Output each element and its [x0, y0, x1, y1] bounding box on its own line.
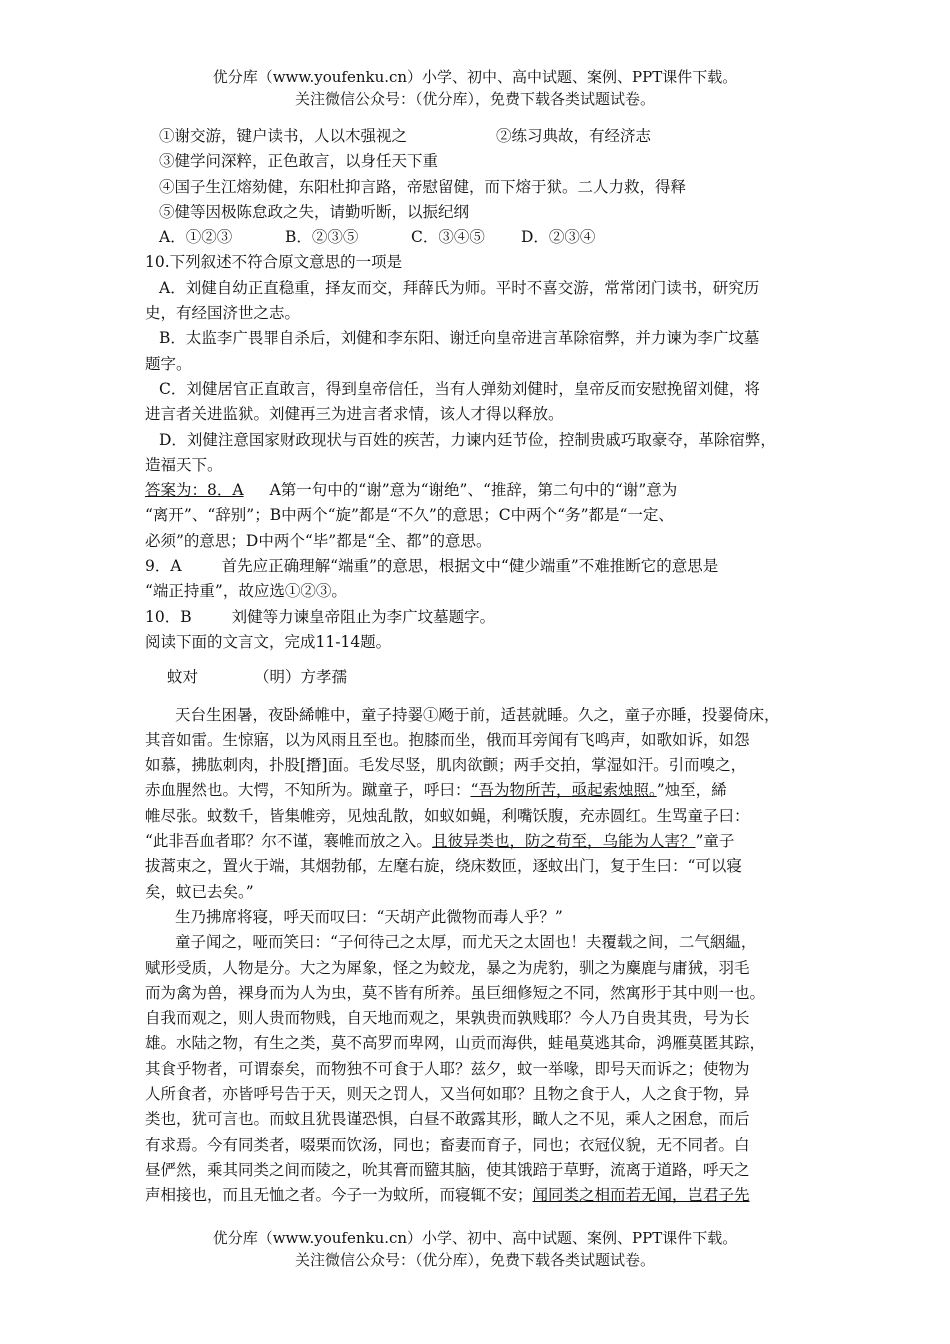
passage-line: 类也，犹可言也。而蚊且犹畏谨恐惧，白昼不敢露其形，瞰人之不见，乘人之困怠，而后	[145, 1110, 750, 1129]
passage-line: 而为禽为兽，裸身而为人为虫，莫不皆有所养。虽巨细修短之不同，然寓形于其中则一也。	[145, 983, 766, 1002]
underlined-sentence-1: “吾为物所苦，亟起索烛照。	[470, 781, 657, 800]
footer-line-1: 优分库（www.youfenku.cn）小学、初中、高中试题、案例、PPT课件下载。	[212, 1229, 738, 1247]
passage-line: 生乃拂席将寝，呼天而叹曰：“天胡产此微物而毒人乎？”	[175, 907, 563, 926]
passage-line: 帷尽张。蚊数千，皆集帷旁，见烛乱散，如蚁如蝇，利嘴饫腹，充赤圆红。生骂童子曰：	[145, 806, 750, 825]
answer-9-text-1: 首先应正确理解“端重”的意思，根据文中“健少端重”不难推断它的意思是	[221, 557, 719, 576]
q9-option-c: C．③④⑤	[411, 228, 485, 247]
q10-option-b-line-1: B．太监李广畏罪自杀后，刘健和李东阳、谢迁向皇帝进言革除宿弊，并力谏为李广坟墓	[159, 329, 760, 348]
q9-item-4: ④国子生江熔劾健，东阳杜抑言路，帝慰留健，而下熔于狱。二人力救，得释	[159, 177, 687, 196]
underlined-sentence-2: 且彼异类也，防之苟至，乌能为人害？	[431, 832, 696, 851]
passage-line: 其音如雷。生惊寤，以为风雨且至也。抱膝而坐，俄而耳旁闻有飞鸣声，如歌如诉，如怨	[145, 730, 750, 749]
answer-9-line-1	[145, 554, 813, 579]
passage-line	[145, 829, 813, 854]
answer-8-line-3: 必须”的意思；D中两个“毕”都是“全、都”的意思。	[145, 531, 492, 550]
passage-text: 声相接也，而且无恤之者。今子一为蚊所，而寝辄不安；	[145, 1186, 533, 1205]
passage-line: 天台生困暑，夜卧絺帷中，童子持翣①飏于前，适甚就睡。久之，童子亦睡，投翣倚床，	[175, 705, 780, 724]
passage-line: 赋形受质，人物是分。大之为犀象，怪之为蛟龙，暴之为虎豹，驯之为麋鹿与庸狨，羽毛	[145, 958, 750, 977]
passage-line: 自我而观之，则人贵而物贱，自天地而观之，果孰贵而孰贱耶？今人乃自贵其贵，号为长	[145, 1009, 750, 1028]
q10-option-d-line-1: D．刘健注意国家财政现状与百姓的疾苦，力谏内廷节俭，控制贵戚巧取豪夺，革除宿弊，	[159, 430, 776, 449]
passage-line: 昼俨然，乘其同类之间而陵之，吮其膏而盬其脑，使其饿踣于草野，流离于道路，呼天之	[145, 1160, 750, 1179]
passage-text: “此非吾血者耶？尔不谨，褰帷而放之入。	[145, 832, 432, 851]
answer-8-line-1	[145, 478, 813, 503]
document-body	[145, 124, 813, 1208]
answer-8-text-1: A第一句中的“谢”意为“谢绝”、“推辞，第二句中的“谢”意为	[269, 481, 678, 500]
passage-line: 矣，蚊已去矣。”	[145, 882, 254, 901]
q9-options	[145, 225, 813, 250]
passage-author: （明）方孝孺	[254, 668, 348, 687]
passage-title: 蚊对	[167, 668, 199, 687]
reading-instruction: 阅读下面的文言文，完成11-14题。	[145, 632, 392, 651]
passage-line	[145, 1183, 813, 1208]
answer-10-number: 10．B	[145, 607, 192, 626]
passage-line: 拔蒿束之，置火于端，其烟勃郁，左麾右旋，绕床数匝，逐蚊出门，复于生曰：“可以寝	[145, 857, 742, 876]
passage-text: ”童子	[695, 832, 735, 851]
q9-item-5: ⑤健等因极陈怠政之失，请勤听断，以振纪纲	[159, 202, 470, 221]
page-header	[0, 66, 950, 110]
q9-item-3: ③健学问深粹，正色敢言，以身任天下重	[159, 152, 439, 171]
q9-option-a: A．①②③	[159, 228, 233, 247]
passage-line: 有求焉。今有同类者，啜栗而饮汤，同也；畜妻而育子，同也；衣冠仪貌，无不同者。白	[145, 1135, 750, 1154]
q10-stem: 10.下列叙述不符合原文意思的一项是	[145, 253, 403, 272]
q10-option-a-line-1: A．刘健自幼正直稳重，择友而交，拜薛氏为师。平时不喜交游，常常闭门读书，研究历	[159, 278, 760, 297]
q10-option-c-line-2: 进言者关进监狱。刘健再三为进言者求情，该人才得以释放。	[145, 405, 564, 424]
answer-10-text: 刘健等力谏皇帝阻止为李广坟墓题字。	[231, 607, 496, 626]
answer-label: 答案为：	[145, 481, 208, 500]
passage-line: 雄。水陆之物，有生之类，莫不高罗而卑网，山贡而海供，蛙黾莫逃其命，鸿雁莫匿其踪，	[145, 1034, 766, 1053]
answer-9-number: 9．A	[145, 557, 182, 576]
q10-option-c-line-1: C．刘健居官正直敢言，得到皇帝信任，当有人弹劾刘健时，皇帝反而安慰挽留刘健，将	[159, 379, 760, 398]
passage-line	[145, 778, 813, 803]
q10-option-a-line-2: 史，有经国济世之志。	[145, 304, 301, 323]
q9-item-2: ②练习典故，有经济志	[496, 127, 652, 145]
answer-9-line-2: “端正持重”，故应选①②③。	[145, 582, 347, 601]
underlined-sentence-3: 闻同类之相而若无闻，岂君子先	[532, 1186, 750, 1205]
passage-text: 赤血腥然也。大愕，不知所为。蹴童子，呼曰：	[145, 781, 471, 800]
passage-text: ”烛至，絺	[656, 781, 727, 800]
answer-10-line	[145, 605, 813, 630]
passage-line: 其食乎物者，可谓泰矣，而物独不可食于人耶？兹夕，蚊一举喙，即号天而诉之；使物为	[145, 1059, 750, 1078]
page-footer	[0, 1227, 950, 1271]
footer-line-2: 关注微信公众号：（优分库），免费下载各类试题试卷。	[294, 1251, 655, 1269]
q9-item-1: ①谢交游，键户读书，人以木强视之	[159, 127, 408, 145]
q9-option-b: B．②③⑤	[285, 228, 359, 247]
header-line-2: 关注微信公众号：（优分库），免费下载各类试题试卷。	[294, 90, 655, 108]
answer-8-line-2: “离开”、“辞别”；B中两个“旋”都是“不久”的意思；C中两个“务”都是“一定、	[145, 506, 674, 525]
q9-item-row-1	[145, 124, 813, 149]
q10-option-b-line-2: 题字。	[145, 354, 192, 373]
q9-option-d: D．②③④	[521, 228, 596, 247]
passage-line: 如慕，拂肱刺肉，扑股[撍]面。毛发尽竖，肌肉欲颤；两手交拍，掌湿如汗。引而嗅之，	[145, 756, 747, 775]
passage-line: 童子闻之，哑而笑曰：“子何待己之太厚，而尤天之太固也！夫覆载之间，二气絪緼，	[175, 933, 757, 952]
header-line-1: 优分库（www.youfenku.cn）小学、初中、高中试题、案例、PPT课件下载。	[212, 68, 738, 86]
passage-line: 人所食者，亦皆呼号告于天，则天之罚人，又当何如耶？且物之食于人，人之食于物，异	[145, 1084, 750, 1103]
q10-option-d-line-2: 造福天下。	[145, 455, 223, 474]
passage-heading	[145, 665, 813, 690]
answer-8-number: 8．A	[207, 481, 244, 500]
